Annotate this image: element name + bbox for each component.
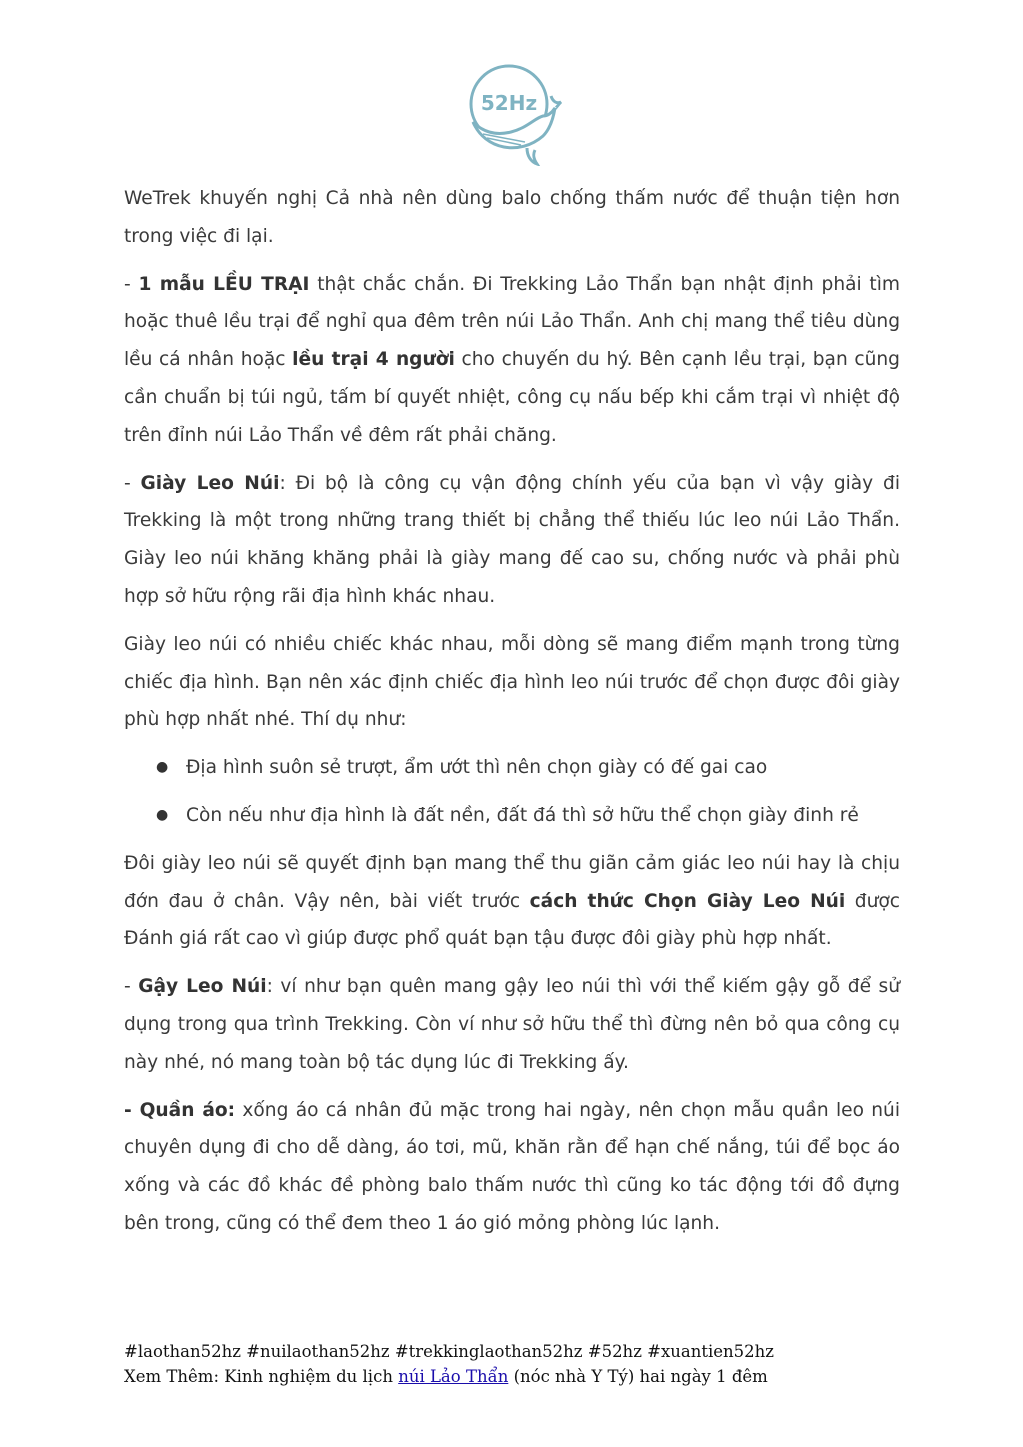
see-more-line: Xem Thêm: Kinh nghiệm du lịch núi Lảo Thẩn (nóc nhà Y Tý) hai ngày 1 đêm bbox=[124, 1367, 768, 1386]
clothes-heading: - Quần áo: bbox=[124, 1099, 236, 1121]
paragraph-shoes: - Giày Leo Núi: Đi bộ là công cụ vận động chính yếu của bạn vì vậy giày đi Trekking là một trong những trang thiết bị chẳng thể thiếu lúc leo núi Lảo Thẩn. Giày leo núi khăng khăng phải là giày mang đế cao su, chống nước và phải phù hợp sở hữu rộng rãi địa hình khác nhau. bbox=[124, 472, 900, 607]
terrain-list bbox=[124, 749, 900, 835]
paragraph-shoe-types: Giày leo núi có nhiều chiếc khác nhau, mỗi dòng sẽ mang điểm mạnh trong từng chiếc địa hình. Bạn nên xác định chiếc địa hình leo núi trước để chọn được đôi giày phù hợp nhất nhé. Thí dụ như: bbox=[124, 633, 900, 731]
tent-heading: 1 mẫu LỀU TRẠI bbox=[138, 273, 310, 295]
list-item: ● Còn nếu như địa hình là đất nền, đất đá thì sở hữu thể chọn giày đinh rẻ bbox=[124, 797, 900, 835]
shoes-heading: Giày Leo Núi bbox=[140, 472, 280, 494]
pole-heading: Gậy Leo Núi bbox=[138, 976, 267, 998]
footer bbox=[124, 1339, 900, 1389]
article-body bbox=[124, 180, 900, 1253]
lao-than-link[interactable]: núi Lảo Thẩn bbox=[398, 1367, 509, 1386]
paragraph-tent: - 1 mẫu LỀU TRẠI thật chắc chắn. Đi Trekking Lảo Thẩn bạn nhật định phải tìm hoặc thuê lều trại để nghỉ qua đêm trên núi Lảo Thẩn. Anh chị mang thể tiêu dùng lều cá nhân hoặc lều trại 4 người cho chuyến du hý. Bên cạnh lều trại, bạn cũng cần chuẩn bị túi ngủ, tấm bí quyết nhiệt, công cụ nấu bếp khi cắm trại vì nhiệt độ trên đỉnh núi Lảo Thẩn về đêm rất phải chăng. bbox=[124, 273, 900, 446]
paragraph-shoe-choice: Đôi giày leo núi sẽ quyết định bạn mang thể thu giãn cảm giác leo núi hay là chịu đớn đau ở chân. Vậy nên, bài viết trước cách thức Chọn Giày Leo Núi được Đánh giá rất cao vì giúp được phổ quát bạn tậu được đôi giày phù hợp nhất. bbox=[124, 852, 900, 950]
tent-4-people: lều trại 4 người bbox=[292, 349, 455, 371]
hashtags: #laothan52hz #nuilaothan52hz #trekkinglaothan52hz #52hz #xuantien52hz bbox=[124, 1342, 774, 1361]
whale-icon bbox=[465, 62, 563, 166]
choose-shoes-link-text: cách thức Chọn Giày Leo Núi bbox=[529, 890, 846, 912]
logo-52hz bbox=[465, 62, 563, 166]
paragraph-trekking-pole: - Gậy Leo Núi: ví như bạn quên mang gậy leo núi thì với thể kiếm gậy gỗ để sử dụng trong qua trình Trekking. Còn ví như sở hữu thể thì đừng nên bỏ qua công cụ này nhé, nó mang toàn bộ tác dụng lúc đi Trekking ấy. bbox=[124, 976, 900, 1073]
logo-text: 52Hz bbox=[480, 91, 538, 115]
paragraph-clothes: - Quần áo: xống áo cá nhân đủ mặc trong hai ngày, nên chọn mẫu quần leo núi chuyên dụng đi cho dễ dàng, áo tơi, mũ, khăn rằn để hạn chế nắng, túi để bọc áo xống và các đồ khác đề phòng balo thấm nước thì cũng ko tác động tới đồ đựng bên trong, cũng có thể đem theo 1 áo gió mỏng phòng lúc lạnh. bbox=[124, 1099, 900, 1234]
list-item: ● Địa hình suôn sẻ trượt, ẩm ướt thì nên chọn giày có đế gai cao bbox=[124, 749, 900, 787]
paragraph-backpack: WeTrek khuyến nghị Cả nhà nên dùng balo chống thấm nước để thuận tiện hơn trong việc đi lại. bbox=[124, 188, 900, 247]
bullet-icon: ● bbox=[156, 759, 169, 776]
bullet-icon: ● bbox=[156, 806, 169, 823]
